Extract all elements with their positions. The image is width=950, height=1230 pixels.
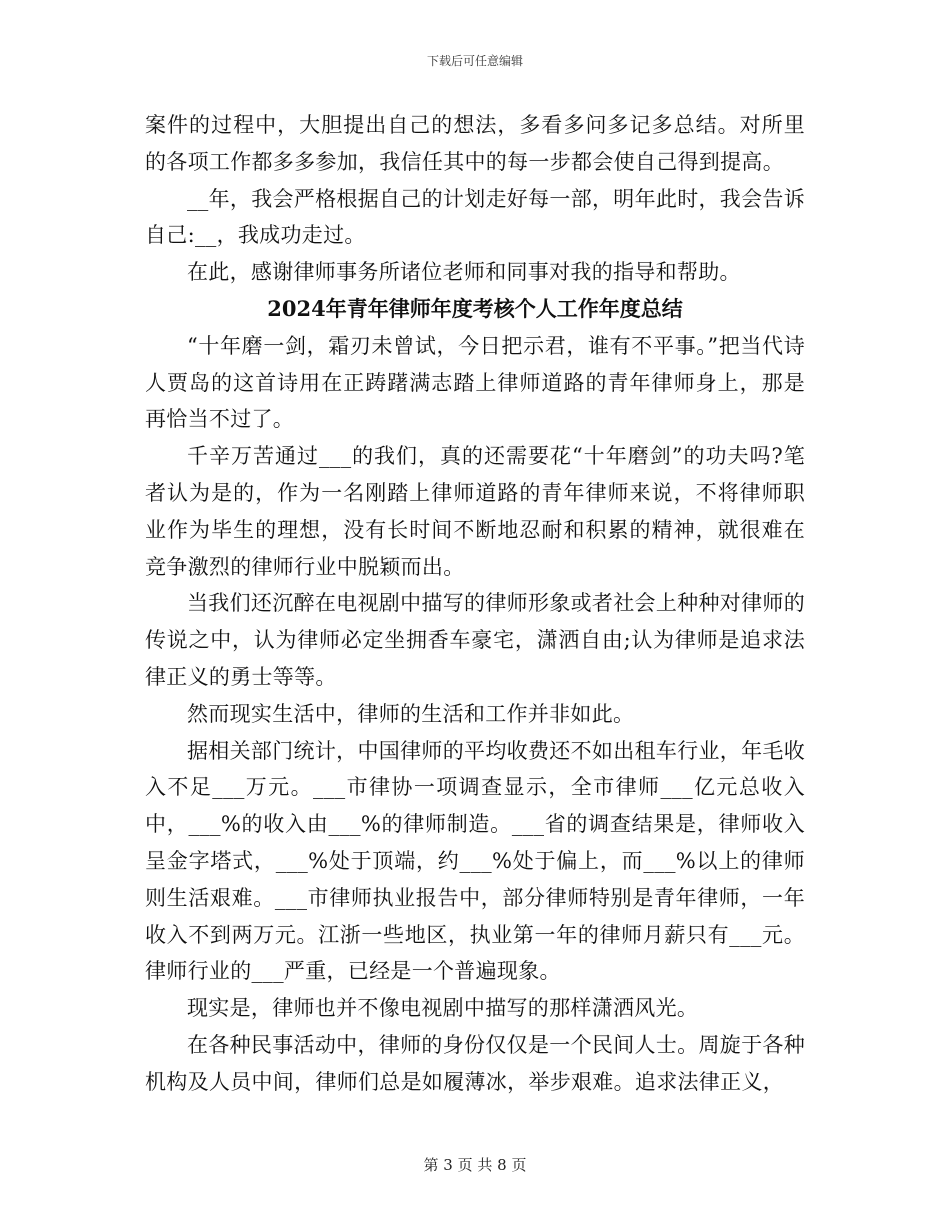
paragraph-thanks: 在此，感谢律师事务所诸位老师和同事对我的指导和帮助。: [187, 260, 741, 285]
paragraph-not-glamorous: 现实是，律师也并不像电视剧中描写的那样潇洒风光。: [187, 996, 699, 1021]
paragraph-continued: 案件的过程中，大胆提出自己的想法，多看多问多记多总结。对所里的各项工作都多多参加，我信任其中的每一步都会使自己得到提高。: [145, 113, 805, 174]
paragraph-reality: 然而现实生活中，律师的生活和工作并非如此。: [187, 701, 635, 726]
paragraph-statistics: 据相关部门统计，中国律师的平均收费还不如出租车行业，年毛收入不足___万元。___市律协一项调查显示，全市律师___亿元总收入中，___%的收入由___%的律师制造。___省的调查结果是，律师收入呈金字塔式，___%处于顶端，约___%处于偏上，而___%以上的律师则生活艰难。___市律师执业报告中，部分律师特别是青年律师，一年收入不到两万元。江浙一些地区，执业第一年的律师月薪只有___元。律师行业的___严重，已经是一个普遍现象。: [145, 738, 805, 984]
document-body: [145, 107, 805, 1101]
paragraph-civil-activities: 在各种民事活动中，律师的身份仅仅是一个民间人士。周旋于各种机构及人员中间，律师们总是如履薄冰，举步艰难。追求法律正义，: [145, 1032, 805, 1094]
section-title: 2024年青年律师年度考核个人工作年度总结: [267, 295, 683, 321]
paragraph-ten-years: 千辛万苦通过___的我们，真的还需要花“十年磨剑”的功夫吗?笔者认为是的，作为一名刚踏上律师道路的青年律师来说，不将律师职业作为毕生的理想，没有长时间不断地忍耐和积累的精神，就很难在竞争激烈的律师行业中脱颖而出。: [145, 444, 805, 579]
paragraph-tv-image: 当我们还沉醉在电视剧中描写的律师形象或者社会上种种对律师的传说之中，认为律师必定坐拥香车豪宅，潇洒自由;认为律师是追求法律正义的勇士等等。: [145, 591, 805, 689]
page-number-footer: 第 3 页 共 8 页: [423, 1156, 527, 1174]
paragraph-poem: “十年磨一剑，霜刃未曾试，今日把示君，谁有不平事。”把当代诗人贾岛的这首诗用在正踌躇满志踏上律师道路的青年律师身上，那是再恰当不过了。: [145, 333, 805, 432]
paragraph-plan: __年，我会严格根据自己的计划走好每一部，明年此时，我会告诉自己:__，我成功走过。: [145, 186, 805, 248]
page-header: 下载后可任意编辑: [426, 54, 523, 68]
